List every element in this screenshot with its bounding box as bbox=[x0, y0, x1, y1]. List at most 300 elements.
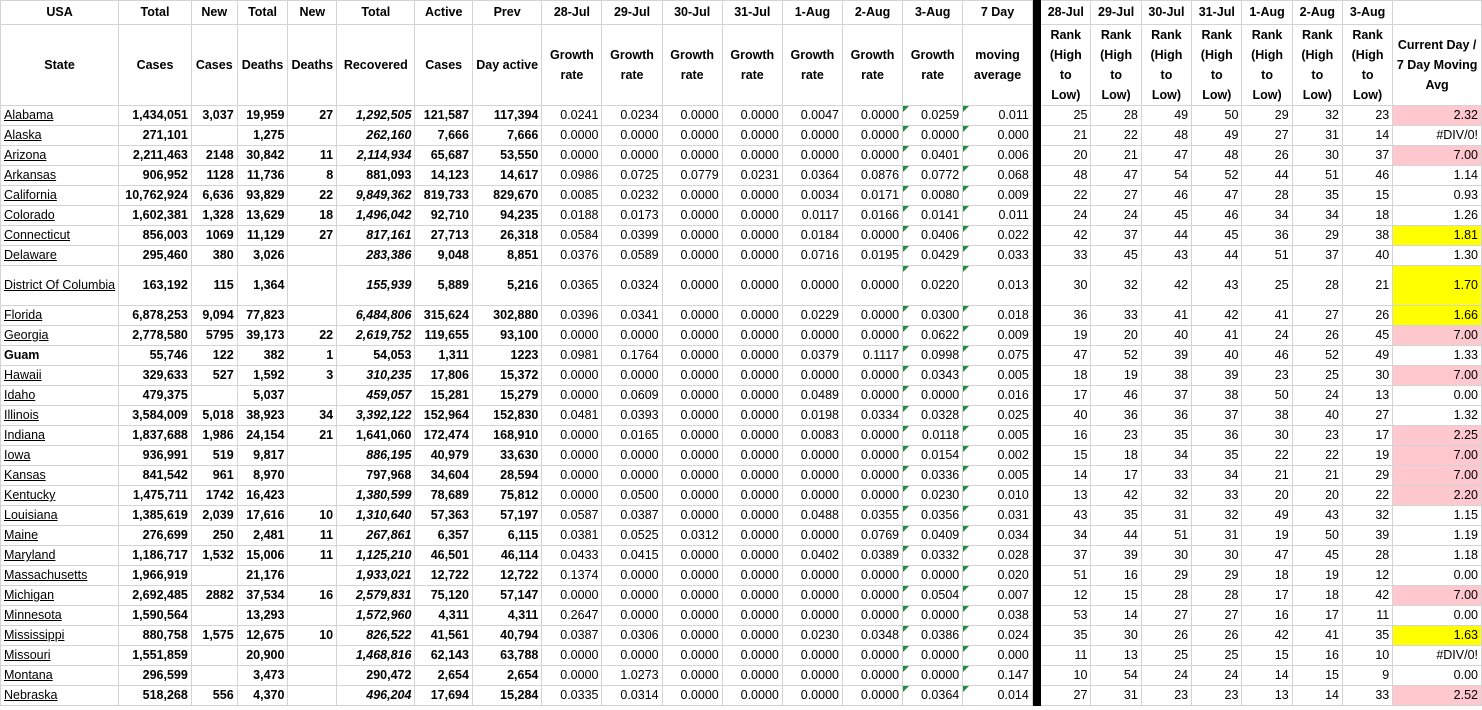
current-day-ratio-cell[interactable]: 2.25 bbox=[1393, 426, 1482, 446]
total-cases-cell[interactable]: 880,758 bbox=[119, 626, 192, 646]
new-cases-cell[interactable] bbox=[191, 566, 237, 586]
growth-rate-cell[interactable]: 0.0000 bbox=[842, 566, 902, 586]
rank-cell[interactable]: 21 bbox=[1041, 126, 1091, 146]
growth-rate-cell[interactable]: 0.0000 bbox=[722, 266, 782, 306]
moving-average-cell[interactable]: 0.005 bbox=[963, 426, 1033, 446]
rank-cell[interactable]: 48 bbox=[1041, 166, 1091, 186]
growth-rate-cell[interactable]: 0.0000 bbox=[722, 446, 782, 466]
growth-rate-cell[interactable]: 0.0000 bbox=[722, 246, 782, 266]
new-cases-cell[interactable]: 527 bbox=[191, 366, 237, 386]
new-cases-cell[interactable]: 6,636 bbox=[191, 186, 237, 206]
rank-cell[interactable]: 32 bbox=[1091, 266, 1141, 306]
growth-rate-cell[interactable]: 0.0393 bbox=[602, 406, 662, 426]
rank-cell[interactable]: 52 bbox=[1292, 346, 1342, 366]
growth-rate-cell[interactable]: 0.0587 bbox=[542, 506, 602, 526]
table-row[interactable] bbox=[1, 106, 1482, 126]
growth-rate-cell[interactable]: 0.0334 bbox=[842, 406, 902, 426]
growth-rate-cell[interactable]: 0.0000 bbox=[722, 366, 782, 386]
rank-cell[interactable]: 13 bbox=[1342, 386, 1392, 406]
active-cases-cell[interactable]: 41,561 bbox=[415, 626, 473, 646]
rank-cell[interactable]: 41 bbox=[1242, 306, 1292, 326]
new-cases-cell[interactable] bbox=[191, 646, 237, 666]
new-deaths-cell[interactable] bbox=[288, 446, 337, 466]
active-cases-cell[interactable]: 1,311 bbox=[415, 346, 473, 366]
growth-rate-cell[interactable]: 0.0779 bbox=[662, 166, 722, 186]
growth-rate-cell[interactable]: 0.0000 bbox=[542, 366, 602, 386]
column-header[interactable]: 1-Aug bbox=[1242, 1, 1292, 25]
new-cases-cell[interactable]: 1069 bbox=[191, 226, 237, 246]
growth-rate-cell[interactable]: 0.0000 bbox=[842, 146, 902, 166]
moving-average-cell[interactable]: 0.028 bbox=[963, 546, 1033, 566]
rank-cell[interactable]: 28 bbox=[1242, 186, 1292, 206]
total-recovered-cell[interactable]: 283,386 bbox=[337, 246, 415, 266]
column-header[interactable]: Active bbox=[415, 1, 473, 25]
total-deaths-cell[interactable]: 21,176 bbox=[237, 566, 288, 586]
column-header[interactable]: Growth rate bbox=[722, 25, 782, 106]
rank-cell[interactable]: 37 bbox=[1091, 226, 1141, 246]
rank-cell[interactable]: 46 bbox=[1342, 166, 1392, 186]
current-day-ratio-cell[interactable]: 1.18 bbox=[1393, 546, 1482, 566]
growth-rate-cell[interactable]: 0.0584 bbox=[542, 226, 602, 246]
rank-cell[interactable]: 20 bbox=[1242, 486, 1292, 506]
prev-day-active-cell[interactable]: 168,910 bbox=[472, 426, 541, 446]
current-day-ratio-cell[interactable]: 0.00 bbox=[1393, 566, 1482, 586]
rank-cell[interactable]: 50 bbox=[1292, 526, 1342, 546]
table-row[interactable] bbox=[1, 446, 1482, 466]
moving-average-cell[interactable]: 0.068 bbox=[963, 166, 1033, 186]
growth-rate-cell[interactable]: 0.0000 bbox=[542, 486, 602, 506]
rank-cell[interactable]: 47 bbox=[1041, 346, 1091, 366]
new-deaths-cell[interactable]: 16 bbox=[288, 586, 337, 606]
moving-average-cell[interactable]: 0.034 bbox=[963, 526, 1033, 546]
growth-rate-cell[interactable]: 0.0000 bbox=[782, 606, 842, 626]
rank-cell[interactable]: 21 bbox=[1242, 466, 1292, 486]
growth-rate-cell[interactable]: 0.0000 bbox=[842, 386, 902, 406]
rank-cell[interactable]: 14 bbox=[1041, 466, 1091, 486]
rank-cell[interactable]: 16 bbox=[1292, 646, 1342, 666]
rank-cell[interactable]: 33 bbox=[1192, 486, 1242, 506]
growth-rate-cell[interactable]: 0.0000 bbox=[722, 566, 782, 586]
table-row[interactable] bbox=[1, 386, 1482, 406]
rank-cell[interactable]: 34 bbox=[1141, 446, 1191, 466]
state-link-cell[interactable]: Massachusetts bbox=[1, 566, 119, 586]
current-day-ratio-cell[interactable]: 1.81 bbox=[1393, 226, 1482, 246]
rank-cell[interactable]: 49 bbox=[1141, 106, 1191, 126]
current-day-ratio-cell[interactable]: 1.33 bbox=[1393, 346, 1482, 366]
total-deaths-cell[interactable]: 16,423 bbox=[237, 486, 288, 506]
column-header[interactable]: Total bbox=[237, 1, 288, 25]
total-recovered-cell[interactable]: 1,468,816 bbox=[337, 646, 415, 666]
growth-rate-cell[interactable]: 0.0406 bbox=[903, 226, 963, 246]
rank-cell[interactable]: 29 bbox=[1141, 566, 1191, 586]
growth-rate-cell[interactable]: 0.0381 bbox=[542, 526, 602, 546]
growth-rate-cell[interactable]: 0.0000 bbox=[722, 486, 782, 506]
moving-average-cell[interactable]: 0.000 bbox=[963, 126, 1033, 146]
rank-cell[interactable]: 19 bbox=[1342, 446, 1392, 466]
rank-cell[interactable]: 42 bbox=[1242, 626, 1292, 646]
moving-average-cell[interactable]: 0.147 bbox=[963, 666, 1033, 686]
rank-cell[interactable]: 29 bbox=[1192, 566, 1242, 586]
growth-rate-cell[interactable]: 0.0000 bbox=[662, 226, 722, 246]
new-cases-cell[interactable]: 250 bbox=[191, 526, 237, 546]
current-day-ratio-cell[interactable]: 7.00 bbox=[1393, 586, 1482, 606]
prev-day-active-cell[interactable]: 94,235 bbox=[472, 206, 541, 226]
moving-average-cell[interactable]: 0.075 bbox=[963, 346, 1033, 366]
rank-cell[interactable]: 36 bbox=[1141, 406, 1191, 426]
growth-rate-cell[interactable]: 0.0000 bbox=[782, 146, 842, 166]
total-recovered-cell[interactable]: 1,572,960 bbox=[337, 606, 415, 626]
state-link-cell[interactable]: California bbox=[1, 186, 119, 206]
growth-rate-cell[interactable]: 0.0000 bbox=[662, 126, 722, 146]
column-header[interactable]: 2-Aug bbox=[842, 1, 902, 25]
active-cases-cell[interactable]: 9,048 bbox=[415, 246, 473, 266]
table-row[interactable] bbox=[1, 686, 1482, 706]
rank-cell[interactable]: 16 bbox=[1242, 606, 1292, 626]
new-deaths-cell[interactable]: 3 bbox=[288, 366, 337, 386]
new-deaths-cell[interactable]: 22 bbox=[288, 186, 337, 206]
rank-cell[interactable]: 12 bbox=[1342, 566, 1392, 586]
rank-cell[interactable]: 40 bbox=[1041, 406, 1091, 426]
rank-cell[interactable]: 9 bbox=[1342, 666, 1392, 686]
state-link-cell[interactable]: Kentucky bbox=[1, 486, 119, 506]
rank-cell[interactable]: 54 bbox=[1141, 166, 1191, 186]
new-cases-cell[interactable]: 1,532 bbox=[191, 546, 237, 566]
total-cases-cell[interactable]: 1,385,619 bbox=[119, 506, 192, 526]
rank-cell[interactable]: 24 bbox=[1141, 666, 1191, 686]
new-deaths-cell[interactable]: 22 bbox=[288, 326, 337, 346]
rank-cell[interactable]: 14 bbox=[1242, 666, 1292, 686]
column-header[interactable]: 1-Aug bbox=[782, 1, 842, 25]
rank-cell[interactable]: 22 bbox=[1342, 486, 1392, 506]
table-row[interactable] bbox=[1, 546, 1482, 566]
growth-rate-cell[interactable]: 0.0000 bbox=[782, 486, 842, 506]
column-header[interactable]: moving average bbox=[963, 25, 1033, 106]
growth-rate-cell[interactable]: 0.2647 bbox=[542, 606, 602, 626]
rank-cell[interactable]: 21 bbox=[1091, 146, 1141, 166]
total-recovered-cell[interactable]: 817,161 bbox=[337, 226, 415, 246]
rank-cell[interactable]: 47 bbox=[1242, 546, 1292, 566]
growth-rate-cell[interactable]: 0.0402 bbox=[782, 546, 842, 566]
active-cases-cell[interactable]: 2,654 bbox=[415, 666, 473, 686]
prev-day-active-cell[interactable]: 53,550 bbox=[472, 146, 541, 166]
rank-cell[interactable]: 37 bbox=[1192, 406, 1242, 426]
growth-rate-cell[interactable]: 0.0488 bbox=[782, 506, 842, 526]
growth-rate-cell[interactable]: 0.0000 bbox=[722, 526, 782, 546]
current-day-ratio-cell[interactable]: 7.00 bbox=[1393, 466, 1482, 486]
total-recovered-cell[interactable]: 3,392,122 bbox=[337, 406, 415, 426]
new-deaths-cell[interactable] bbox=[288, 386, 337, 406]
rank-cell[interactable]: 39 bbox=[1091, 546, 1141, 566]
state-link-cell[interactable]: Maine bbox=[1, 526, 119, 546]
growth-rate-cell[interactable]: 0.0504 bbox=[903, 586, 963, 606]
rank-cell[interactable]: 52 bbox=[1091, 346, 1141, 366]
rank-cell[interactable]: 34 bbox=[1041, 526, 1091, 546]
total-deaths-cell[interactable]: 13,293 bbox=[237, 606, 288, 626]
rank-cell[interactable]: 29 bbox=[1342, 466, 1392, 486]
column-header[interactable]: Growth rate bbox=[602, 25, 662, 106]
state-link-cell[interactable]: Maryland bbox=[1, 546, 119, 566]
table-row[interactable] bbox=[1, 586, 1482, 606]
column-header[interactable]: Growth rate bbox=[842, 25, 902, 106]
growth-rate-cell[interactable]: 0.0000 bbox=[662, 666, 722, 686]
total-cases-cell[interactable]: 163,192 bbox=[119, 266, 192, 306]
prev-day-active-cell[interactable]: 829,670 bbox=[472, 186, 541, 206]
rank-cell[interactable]: 14 bbox=[1091, 606, 1141, 626]
rank-cell[interactable]: 14 bbox=[1292, 686, 1342, 706]
growth-rate-cell[interactable]: 0.0000 bbox=[722, 326, 782, 346]
total-recovered-cell[interactable]: 267,861 bbox=[337, 526, 415, 546]
table-row[interactable] bbox=[1, 406, 1482, 426]
state-link-cell[interactable]: Hawaii bbox=[1, 366, 119, 386]
growth-rate-cell[interactable]: 0.0000 bbox=[662, 326, 722, 346]
growth-rate-cell[interactable]: 0.0986 bbox=[542, 166, 602, 186]
new-cases-cell[interactable] bbox=[191, 126, 237, 146]
rank-cell[interactable]: 49 bbox=[1242, 506, 1292, 526]
growth-rate-cell[interactable]: 0.0000 bbox=[842, 486, 902, 506]
rank-cell[interactable]: 42 bbox=[1192, 306, 1242, 326]
active-cases-cell[interactable]: 27,713 bbox=[415, 226, 473, 246]
total-deaths-cell[interactable]: 1,364 bbox=[237, 266, 288, 306]
rank-cell[interactable]: 28 bbox=[1192, 586, 1242, 606]
total-deaths-cell[interactable]: 39,173 bbox=[237, 326, 288, 346]
active-cases-cell[interactable]: 75,120 bbox=[415, 586, 473, 606]
rank-cell[interactable]: 45 bbox=[1091, 246, 1141, 266]
total-recovered-cell[interactable]: 1,641,060 bbox=[337, 426, 415, 446]
new-cases-cell[interactable] bbox=[191, 386, 237, 406]
state-link-cell[interactable]: Minnesota bbox=[1, 606, 119, 626]
total-cases-cell[interactable]: 1,186,717 bbox=[119, 546, 192, 566]
rank-cell[interactable]: 28 bbox=[1342, 546, 1392, 566]
growth-rate-cell[interactable]: 0.0000 bbox=[903, 386, 963, 406]
growth-rate-cell[interactable]: 0.0000 bbox=[842, 466, 902, 486]
rank-cell[interactable]: 24 bbox=[1242, 326, 1292, 346]
table-row[interactable] bbox=[1, 526, 1482, 546]
rank-cell[interactable]: 15 bbox=[1342, 186, 1392, 206]
total-deaths-cell[interactable]: 19,959 bbox=[237, 106, 288, 126]
rank-cell[interactable]: 17 bbox=[1342, 426, 1392, 446]
growth-rate-cell[interactable]: 0.0000 bbox=[722, 646, 782, 666]
rank-cell[interactable]: 16 bbox=[1091, 566, 1141, 586]
growth-rate-cell[interactable]: 0.0000 bbox=[722, 106, 782, 126]
rank-cell[interactable]: 42 bbox=[1041, 226, 1091, 246]
rank-cell[interactable]: 45 bbox=[1342, 326, 1392, 346]
current-day-ratio-cell[interactable]: 7.00 bbox=[1393, 326, 1482, 346]
rank-cell[interactable]: 34 bbox=[1192, 466, 1242, 486]
growth-rate-cell[interactable]: 0.0000 bbox=[842, 446, 902, 466]
rank-cell[interactable]: 20 bbox=[1041, 146, 1091, 166]
active-cases-cell[interactable]: 7,666 bbox=[415, 126, 473, 146]
growth-rate-cell[interactable]: 0.0387 bbox=[542, 626, 602, 646]
rank-cell[interactable]: 23 bbox=[1141, 686, 1191, 706]
current-day-ratio-cell[interactable]: 1.66 bbox=[1393, 306, 1482, 326]
total-cases-cell[interactable]: 276,699 bbox=[119, 526, 192, 546]
rank-cell[interactable]: 16 bbox=[1041, 426, 1091, 446]
growth-rate-cell[interactable]: 0.0725 bbox=[602, 166, 662, 186]
total-deaths-cell[interactable]: 37,534 bbox=[237, 586, 288, 606]
active-cases-cell[interactable]: 819,733 bbox=[415, 186, 473, 206]
growth-rate-cell[interactable]: 0.0000 bbox=[842, 326, 902, 346]
table-row[interactable] bbox=[1, 646, 1482, 666]
total-deaths-cell[interactable]: 9,817 bbox=[237, 446, 288, 466]
rank-cell[interactable]: 31 bbox=[1292, 126, 1342, 146]
growth-rate-cell[interactable]: 0.0000 bbox=[602, 326, 662, 346]
rank-cell[interactable]: 35 bbox=[1141, 426, 1191, 446]
growth-rate-cell[interactable]: 0.0000 bbox=[722, 346, 782, 366]
rank-cell[interactable]: 46 bbox=[1242, 346, 1292, 366]
rank-cell[interactable]: 31 bbox=[1091, 686, 1141, 706]
growth-rate-cell[interactable]: 0.0118 bbox=[903, 426, 963, 446]
new-deaths-cell[interactable] bbox=[288, 246, 337, 266]
prev-day-active-cell[interactable]: 5,216 bbox=[472, 266, 541, 306]
growth-rate-cell[interactable]: 0.0000 bbox=[842, 666, 902, 686]
moving-average-cell[interactable]: 0.006 bbox=[963, 146, 1033, 166]
rank-cell[interactable]: 23 bbox=[1091, 426, 1141, 446]
growth-rate-cell[interactable]: 0.0000 bbox=[602, 466, 662, 486]
prev-day-active-cell[interactable]: 26,318 bbox=[472, 226, 541, 246]
total-recovered-cell[interactable]: 1,125,210 bbox=[337, 546, 415, 566]
growth-rate-cell[interactable]: 0.0000 bbox=[722, 426, 782, 446]
rank-cell[interactable]: 35 bbox=[1091, 506, 1141, 526]
rank-cell[interactable]: 28 bbox=[1091, 106, 1141, 126]
rank-cell[interactable]: 37 bbox=[1041, 546, 1091, 566]
prev-day-active-cell[interactable]: 28,594 bbox=[472, 466, 541, 486]
column-header[interactable]: Deaths bbox=[288, 25, 337, 106]
column-header[interactable]: Rank (High to Low) bbox=[1342, 25, 1392, 106]
growth-rate-cell[interactable]: 0.0000 bbox=[542, 586, 602, 606]
rank-cell[interactable]: 17 bbox=[1292, 606, 1342, 626]
active-cases-cell[interactable]: 17,694 bbox=[415, 686, 473, 706]
table-row[interactable] bbox=[1, 366, 1482, 386]
current-day-ratio-cell[interactable]: 2.20 bbox=[1393, 486, 1482, 506]
growth-rate-cell[interactable]: 0.0000 bbox=[662, 106, 722, 126]
active-cases-cell[interactable]: 12,722 bbox=[415, 566, 473, 586]
current-day-ratio-cell[interactable]: 0.00 bbox=[1393, 606, 1482, 626]
rank-cell[interactable]: 44 bbox=[1091, 526, 1141, 546]
column-header[interactable]: 31-Jul bbox=[722, 1, 782, 25]
moving-average-cell[interactable]: 0.024 bbox=[963, 626, 1033, 646]
active-cases-cell[interactable]: 46,501 bbox=[415, 546, 473, 566]
total-deaths-cell[interactable]: 15,006 bbox=[237, 546, 288, 566]
column-header[interactable]: New bbox=[191, 1, 237, 25]
growth-rate-cell[interactable]: 0.1117 bbox=[842, 346, 902, 366]
rank-cell[interactable]: 41 bbox=[1292, 626, 1342, 646]
state-link-cell[interactable]: Arkansas bbox=[1, 166, 119, 186]
total-recovered-cell[interactable]: 1,496,042 bbox=[337, 206, 415, 226]
column-header[interactable]: Day active bbox=[472, 25, 541, 106]
rank-cell[interactable]: 19 bbox=[1242, 526, 1292, 546]
column-header[interactable]: Rank (High to Low) bbox=[1292, 25, 1342, 106]
table-row[interactable] bbox=[1, 246, 1482, 266]
growth-rate-cell[interactable]: 0.0195 bbox=[842, 246, 902, 266]
moving-average-cell[interactable]: 0.002 bbox=[963, 446, 1033, 466]
state-link-cell[interactable]: Mississippi bbox=[1, 626, 119, 646]
current-day-ratio-cell[interactable]: #DIV/0! bbox=[1393, 646, 1482, 666]
growth-rate-cell[interactable]: 0.0000 bbox=[542, 466, 602, 486]
moving-average-cell[interactable]: 0.018 bbox=[963, 306, 1033, 326]
new-cases-cell[interactable]: 1742 bbox=[191, 486, 237, 506]
current-day-ratio-cell[interactable]: 1.15 bbox=[1393, 506, 1482, 526]
rank-cell[interactable]: 43 bbox=[1192, 266, 1242, 306]
rank-cell[interactable]: 17 bbox=[1242, 586, 1292, 606]
state-link-cell[interactable]: Connecticut bbox=[1, 226, 119, 246]
total-cases-cell[interactable]: 1,602,381 bbox=[119, 206, 192, 226]
rank-cell[interactable]: 40 bbox=[1342, 246, 1392, 266]
current-day-ratio-cell[interactable]: 1.26 bbox=[1393, 206, 1482, 226]
growth-rate-cell[interactable]: 0.1764 bbox=[602, 346, 662, 366]
total-deaths-cell[interactable]: 30,842 bbox=[237, 146, 288, 166]
total-deaths-cell[interactable]: 12,675 bbox=[237, 626, 288, 646]
rank-cell[interactable]: 33 bbox=[1041, 246, 1091, 266]
growth-rate-cell[interactable]: 0.0000 bbox=[722, 586, 782, 606]
growth-rate-cell[interactable]: 0.0525 bbox=[602, 526, 662, 546]
table-row[interactable] bbox=[1, 326, 1482, 346]
growth-rate-cell[interactable]: 0.0230 bbox=[782, 626, 842, 646]
growth-rate-cell[interactable]: 0.0000 bbox=[662, 186, 722, 206]
moving-average-cell[interactable]: 0.016 bbox=[963, 386, 1033, 406]
total-cases-cell[interactable]: 296,599 bbox=[119, 666, 192, 686]
column-header[interactable]: Growth rate bbox=[662, 25, 722, 106]
rank-cell[interactable]: 26 bbox=[1192, 626, 1242, 646]
growth-rate-cell[interactable]: 0.0481 bbox=[542, 406, 602, 426]
total-cases-cell[interactable]: 518,268 bbox=[119, 686, 192, 706]
growth-rate-cell[interactable]: 0.0000 bbox=[782, 366, 842, 386]
table-row[interactable] bbox=[1, 146, 1482, 166]
growth-rate-cell[interactable]: 0.0343 bbox=[903, 366, 963, 386]
rank-cell[interactable]: 34 bbox=[1292, 206, 1342, 226]
total-recovered-cell[interactable]: 496,204 bbox=[337, 686, 415, 706]
total-recovered-cell[interactable]: 2,114,934 bbox=[337, 146, 415, 166]
rank-cell[interactable]: 49 bbox=[1342, 346, 1392, 366]
growth-rate-cell[interactable]: 0.0000 bbox=[602, 446, 662, 466]
rank-cell[interactable]: 29 bbox=[1292, 226, 1342, 246]
growth-rate-cell[interactable]: 0.0259 bbox=[903, 106, 963, 126]
table-row[interactable] bbox=[1, 206, 1482, 226]
moving-average-cell[interactable]: 0.010 bbox=[963, 486, 1033, 506]
new-cases-cell[interactable]: 1,575 bbox=[191, 626, 237, 646]
new-deaths-cell[interactable]: 8 bbox=[288, 166, 337, 186]
column-header[interactable]: 30-Jul bbox=[662, 1, 722, 25]
prev-day-active-cell[interactable]: 7,666 bbox=[472, 126, 541, 146]
growth-rate-cell[interactable]: 0.0998 bbox=[903, 346, 963, 366]
column-header[interactable]: Rank (High to Low) bbox=[1141, 25, 1191, 106]
column-header[interactable]: USA bbox=[1, 1, 119, 25]
total-deaths-cell[interactable]: 77,823 bbox=[237, 306, 288, 326]
current-day-ratio-cell[interactable]: 1.63 bbox=[1393, 626, 1482, 646]
rank-cell[interactable]: 21 bbox=[1292, 466, 1342, 486]
growth-rate-cell[interactable]: 0.0000 bbox=[782, 666, 842, 686]
rank-cell[interactable]: 24 bbox=[1091, 206, 1141, 226]
moving-average-cell[interactable]: 0.014 bbox=[963, 686, 1033, 706]
rank-cell[interactable]: 23 bbox=[1192, 686, 1242, 706]
rank-cell[interactable]: 23 bbox=[1292, 426, 1342, 446]
growth-rate-cell[interactable]: 0.0336 bbox=[903, 466, 963, 486]
rank-cell[interactable]: 25 bbox=[1192, 646, 1242, 666]
growth-rate-cell[interactable]: 0.0000 bbox=[662, 366, 722, 386]
new-deaths-cell[interactable] bbox=[288, 266, 337, 306]
growth-rate-cell[interactable]: 0.0365 bbox=[542, 266, 602, 306]
rank-cell[interactable]: 22 bbox=[1041, 186, 1091, 206]
moving-average-cell[interactable]: 0.038 bbox=[963, 606, 1033, 626]
table-row[interactable] bbox=[1, 166, 1482, 186]
rank-cell[interactable]: 31 bbox=[1192, 526, 1242, 546]
column-header[interactable]: Growth rate bbox=[542, 25, 602, 106]
active-cases-cell[interactable]: 5,889 bbox=[415, 266, 473, 306]
state-link-cell[interactable]: Delaware bbox=[1, 246, 119, 266]
rank-cell[interactable]: 46 bbox=[1141, 186, 1191, 206]
growth-rate-cell[interactable]: 0.0229 bbox=[782, 306, 842, 326]
growth-rate-cell[interactable]: 0.0000 bbox=[903, 646, 963, 666]
current-day-ratio-cell[interactable]: 1.70 bbox=[1393, 266, 1482, 306]
